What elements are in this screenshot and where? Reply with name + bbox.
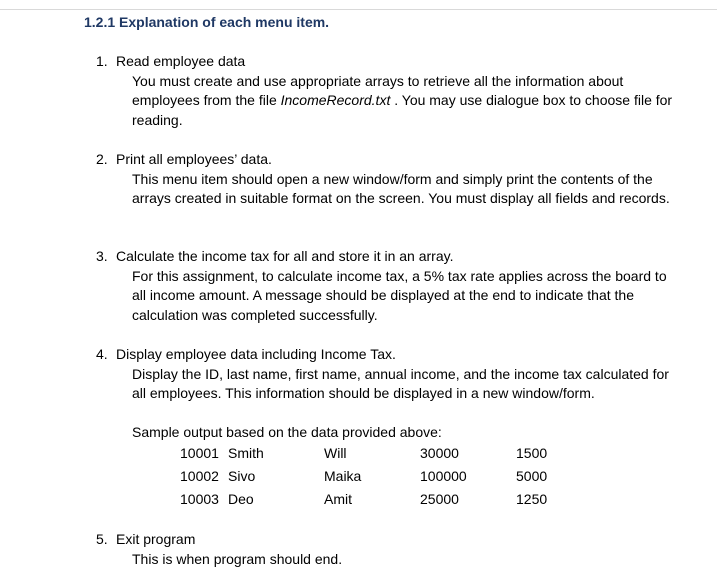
item-title <box>96 150 684 170</box>
item-number: 4. <box>96 346 108 362</box>
annual-income: 100000 <box>420 468 467 484</box>
income-tax: 5000 <box>516 468 548 484</box>
sample-output-label: Sample output based on the data provided above: <box>132 424 442 440</box>
item-title <box>96 530 684 550</box>
last-name: Smith <box>228 445 264 461</box>
item-title-text: Display employee data including Income Tax. <box>116 346 396 362</box>
employee-id: 10003 <box>180 491 219 507</box>
employee-id: 10002 <box>180 468 219 484</box>
first-name: Amit <box>324 491 352 507</box>
item-title-text: Read employee data <box>116 53 246 69</box>
menu-item-print-employees <box>96 150 684 209</box>
income-tax: 1250 <box>516 491 548 507</box>
item-title <box>96 345 684 365</box>
item-description: Display the ID, last name, first name, annual income, and the income tax calculated for all employees. This information should be displayed in a new window/form. <box>132 365 669 401</box>
menu-item-display-employee-tax <box>96 345 684 404</box>
item-title <box>96 247 684 267</box>
section-heading: 1.2.1 Explanation of each menu item. <box>84 14 330 30</box>
item-description-part: . You may use dialogue box to choose file for reading. <box>132 92 673 128</box>
menu-item-calculate-tax <box>96 247 684 325</box>
item-description: For this assignment, to calculate income tax, a 5% tax rate applies across the board to all income amount. A message should be displayed at the end to indicate that the calculation was completed successfully. <box>132 267 667 323</box>
annual-income: 25000 <box>420 491 459 507</box>
item-title <box>96 52 684 72</box>
item-title-text: Exit program <box>116 531 196 547</box>
file-name: IncomeRecord.txt <box>280 92 391 108</box>
item-number: 1. <box>96 53 108 69</box>
item-description: This menu item should open a new window/form and simply print the contents of the arrays created in suitable format on the screen. You must display all fields and records. <box>132 170 670 206</box>
last-name: Deo <box>228 491 254 507</box>
item-number: 3. <box>96 248 108 264</box>
menu-item-exit-program <box>96 530 684 569</box>
first-name: Maika <box>324 468 362 484</box>
item-number: 2. <box>96 151 108 167</box>
item-number: 5. <box>96 531 108 547</box>
item-title-text: Print all employees’ data. <box>116 151 272 167</box>
income-tax: 1500 <box>516 445 548 461</box>
menu-item-read-employee-data <box>96 52 684 130</box>
employee-id: 10001 <box>180 445 219 461</box>
item-title-text: Calculate the income tax for all and store it in an array. <box>116 248 454 264</box>
item-description: This is when program should end. <box>132 550 343 567</box>
annual-income: 30000 <box>420 445 459 461</box>
last-name: Sivo <box>228 468 256 484</box>
top-divider <box>0 9 717 10</box>
item-description <box>132 72 684 131</box>
item-description-part: You must create and use appropriate arrays to retrieve all the information about employees from the file <box>132 72 624 108</box>
first-name: Will <box>324 445 347 461</box>
